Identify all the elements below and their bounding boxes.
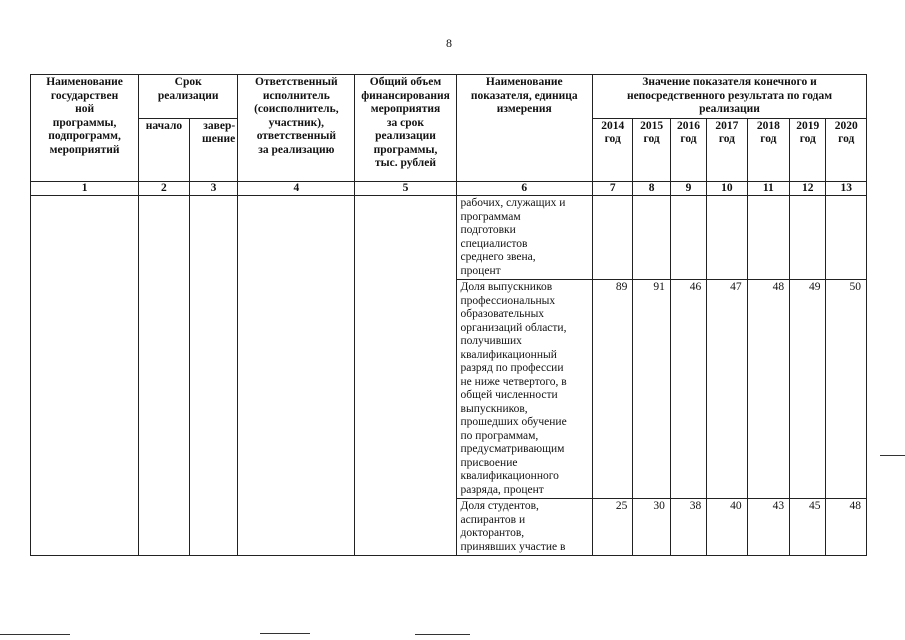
- indicator-name-cell: рабочих, служащих и программам подготовки специалистов среднего звена, процент: [456, 196, 592, 280]
- value-cell: 43: [747, 499, 789, 556]
- scan-artifact-line: [415, 634, 470, 635]
- header-values-group: Значение показателя конечного и непосредственного результата по годам реализации: [593, 75, 867, 119]
- column-number: 9: [670, 181, 706, 196]
- value-cell: [747, 196, 789, 280]
- value-cell: [633, 196, 670, 280]
- header-funding: Общий объем финансирования мероприятия за срок реализации программы, тыс. рублей: [355, 75, 456, 182]
- value-cell: 47: [707, 280, 747, 499]
- column-number: 2: [139, 181, 190, 196]
- header-program-name: Наименование государствен ной программы, подпрограмм, мероприятий: [31, 75, 139, 182]
- column-number: 13: [826, 181, 867, 196]
- value-cell: 91: [633, 280, 670, 499]
- value-cell: 38: [670, 499, 706, 556]
- value-cell: 30: [633, 499, 670, 556]
- value-cell: [790, 196, 826, 280]
- value-cell: [670, 196, 706, 280]
- column-number: 5: [355, 181, 456, 196]
- table-row: [31, 196, 867, 280]
- column-number: 4: [238, 181, 355, 196]
- column-number: 8: [633, 181, 670, 196]
- value-cell: 49: [790, 280, 826, 499]
- header-year-2015: 2015 год: [633, 118, 670, 181]
- value-cell: [593, 196, 633, 280]
- end-cell: [189, 196, 238, 556]
- value-cell: 89: [593, 280, 633, 499]
- indicator-name-cell: Доля студентов, аспирантов и докторантов, принявших участие в: [456, 499, 592, 556]
- header-end: завер- шение: [189, 118, 238, 181]
- column-number: 11: [747, 181, 789, 196]
- column-number: 3: [189, 181, 238, 196]
- funding-cell: [355, 196, 456, 556]
- value-cell: 40: [707, 499, 747, 556]
- header-responsible: Ответственный исполнитель (соисполнитель, участник), ответственный за реализацию: [238, 75, 355, 182]
- column-number: 1: [31, 181, 139, 196]
- value-cell: 48: [747, 280, 789, 499]
- column-number: 7: [593, 181, 633, 196]
- value-cell: 46: [670, 280, 706, 499]
- header-year-2019: 2019 год: [790, 118, 826, 181]
- value-cell: 48: [826, 499, 867, 556]
- program-name-cell: [31, 196, 139, 556]
- value-cell: 45: [790, 499, 826, 556]
- scan-artifact-line: [0, 634, 70, 635]
- scan-artifact-line: [260, 633, 310, 634]
- header-year-2018: 2018 год: [747, 118, 789, 181]
- column-numbers-row: [31, 181, 867, 196]
- responsible-cell: [238, 196, 355, 556]
- header-year-2017: 2017 год: [707, 118, 747, 181]
- column-number: 6: [456, 181, 592, 196]
- value-cell: 50: [826, 280, 867, 499]
- value-cell: 25: [593, 499, 633, 556]
- header-year-2016: 2016 год: [670, 118, 706, 181]
- page-number: 8: [446, 36, 452, 50]
- scan-artifact-line: [880, 455, 905, 456]
- header-start: начало: [139, 118, 190, 181]
- header-year-2014: 2014 год: [593, 118, 633, 181]
- header-indicator-name: Наименование показателя, единица измерения: [456, 75, 592, 182]
- column-number: 12: [790, 181, 826, 196]
- value-cell: [826, 196, 867, 280]
- value-cell: [707, 196, 747, 280]
- start-cell: [139, 196, 190, 556]
- indicators-table: [30, 74, 867, 556]
- header-year-2020: 2020 год: [826, 118, 867, 181]
- header-period-group: Срок реализации: [139, 75, 238, 119]
- indicator-name-cell: Доля выпускников профессиональных образовательных организаций области, получивших квалификационный разряд по профессии не ниже четвертого, в общей численности выпускников, прошедших обучение по программам, предусматривающим присвоение квалификационного разряда, процент: [456, 280, 592, 499]
- column-number: 10: [707, 181, 747, 196]
